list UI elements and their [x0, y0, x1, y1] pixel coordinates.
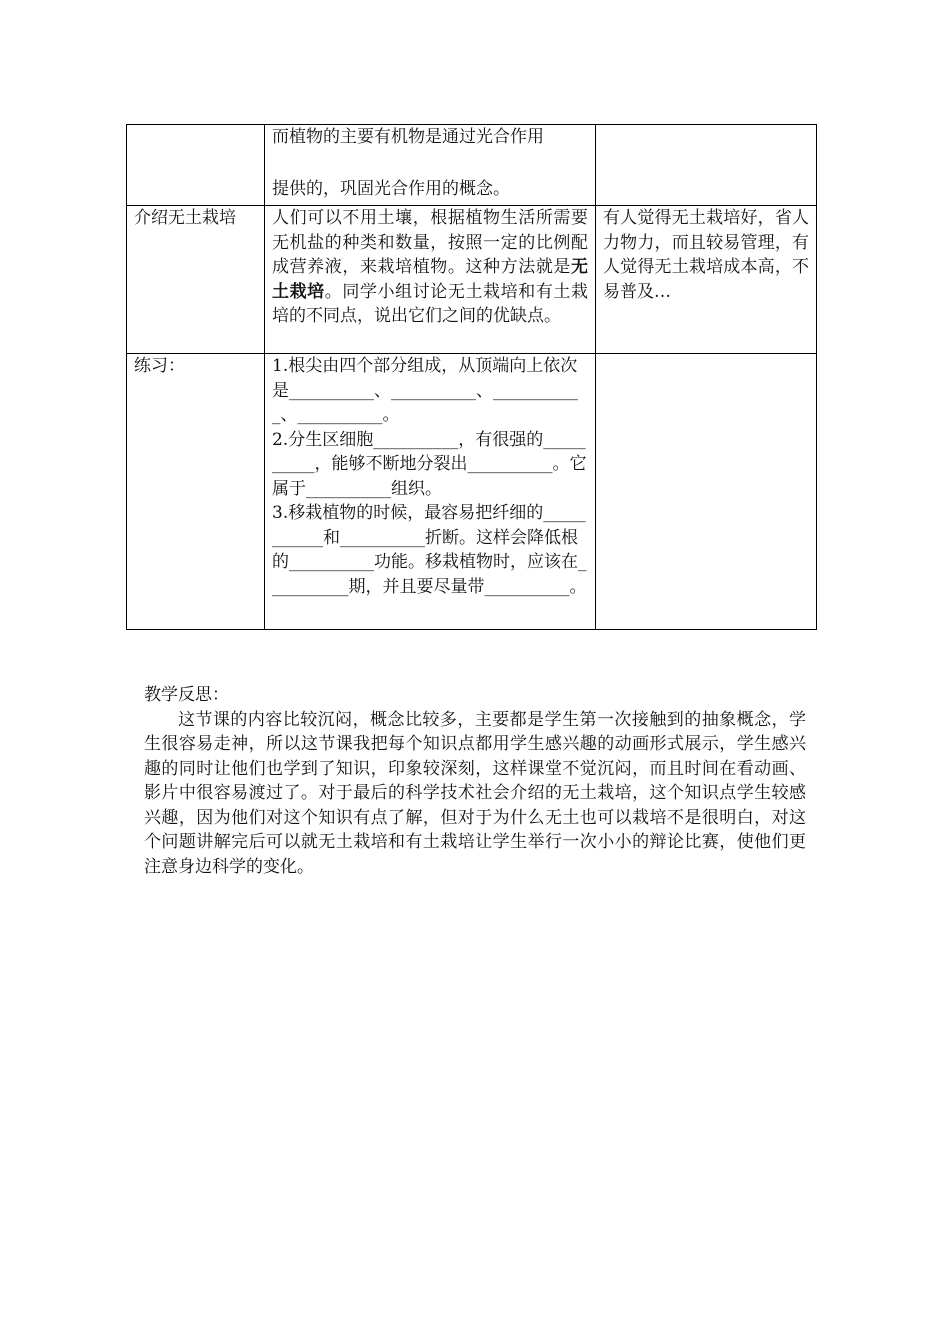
exercise-item: 3.移栽植物的时候，最容易把纤细的___________和__________折断。这样会降低根的__________功能。移栽植物时，应该在__________期，并且要尽量带__________。 — [272, 503, 587, 597]
reflection-title: 教学反思： — [144, 685, 229, 705]
lesson-plan-table — [126, 124, 817, 630]
keyword-bold: 无土栽培 — [272, 257, 588, 302]
table-cell-content — [265, 125, 596, 206]
table-cell-content — [265, 206, 596, 354]
reflection-body: 这节课的内容比较沉闷，概念比较多，主要都是学生第一次接触到的抽象概念，学生很容易走神，所以这节课我把每个知识点都用学生感兴趣的动画形式展示，学生感兴趣的同时让他们也学到了知识，印象较深刻，这样课堂不觉沉闷，而且时间在看动画、影片中很容易渡过了。对于最后的科学技术社会介绍的无土栽培，这个知识点学生较感兴趣，因为他们对这个知识有点了解，但对于为什么无土也可以栽培不是很明白，对这个问题讲解完后可以就无土栽培和有土栽培让学生举行一次小小的辩论比赛，使他们更注意身边科学的变化。 — [144, 709, 806, 877]
content-text: 。同学小组讨论无土栽培和有土栽培的不同点，说出它们之间的优缺点。 — [272, 281, 589, 326]
content-line: 提供的，巩固光合作用的概念。 — [272, 179, 510, 199]
exercise-item: 1.根尖由四个部分组成，从顶端向上依次是__________、__________、___________、__________。 — [272, 356, 578, 425]
table-row — [127, 125, 817, 206]
table-cell-content — [265, 354, 596, 630]
content-line: 而植物的主要有机物是通过光合作用 — [272, 127, 544, 147]
content-text: 人们可以不用土壤，根据植物生活所需要无机盐的种类和数量，按照一定的比例配成营养液，来栽培植物。这种方法就是 — [272, 208, 588, 277]
exercise-item: 2.分生区细胞__________，有很强的__________，能够不断地分裂出__________。它属于__________组织。 — [272, 429, 587, 499]
table-cell-stage — [127, 125, 265, 206]
teaching-reflection — [144, 683, 806, 879]
table-cell-notes — [596, 125, 817, 206]
table-row — [127, 354, 817, 630]
table-row — [127, 206, 817, 354]
table-cell-stage: 介绍无土栽培 — [127, 206, 265, 354]
table-cell-notes: 有人觉得无土栽培好，省人力物力，而且较易管理，有人觉得无土栽培成本高，不易普及… — [596, 206, 817, 354]
table-cell-notes — [596, 354, 817, 630]
table-cell-stage: 练习： — [127, 354, 265, 630]
